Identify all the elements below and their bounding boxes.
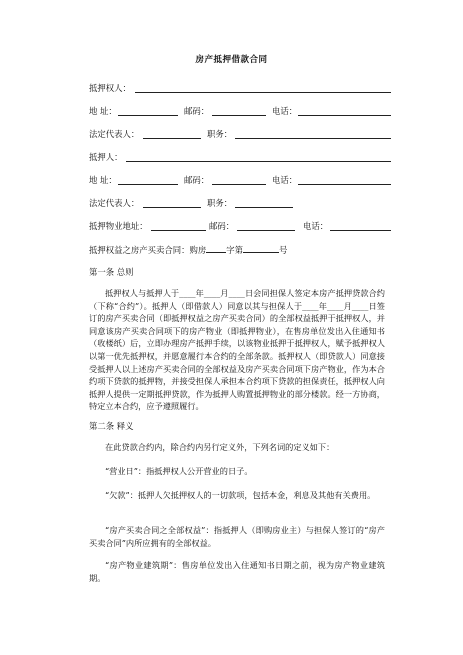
article1-text: 抵押权人与抵押人于____年____月____日会同担保人签定本房产抵押贷款合约（下称“合约”）。抵押人（即借款人）同意以其与担保人于____年____月____日签订的房产买卖合同（即抵押权益之房产买卖合同）的全部权益抵押于抵押权人，并同意该房产买卖合同项下的房产物业（即抵押物业），在售房单位发出入住通知书（收楼纸）后，立即办理房产抵押手续，以该物业抵押于抵押权人，赋予抵押权人以第一优先抵押权，并愿意履行本合约的全部条款。抵押权人（即贷款人）同意接受抵押人以上述房产买卖合同的全部权益及房产买卖合同项下房产物业，作为本合约项下贷款的抵押物，并接受担保人承担本合约项下贷款的担保责任，抵押权人向抵押人提供一定期抵押贷款，作为抵押人购置抵押物业的部分楼款。经一方协商，特定立本合约，应予遵照履行。 [89,288,385,412]
address-blank [118,106,178,116]
sale-contract-suffix: 号 [279,245,288,255]
phone-label: 电话： [272,106,298,116]
postcode-blank [212,106,266,116]
mortgagee-blank [135,83,391,93]
mortgagor-blank [126,152,391,162]
article1-title: 第一条 总则 [89,267,134,277]
legal-rep2-label: 法定代表人： [89,198,140,208]
sale-contract-row [89,243,287,256]
phone2-label: 电话： [272,175,298,185]
position2-label: 职务： [207,198,233,208]
phone3-blank [330,221,391,231]
address2-blank [118,175,178,185]
phone-blank [298,106,391,116]
legal-rep-blank [143,129,201,139]
definition-sale-contract-rights: “房产买卖合同之全部权益”：指抵押人（即购房业主）与担保人签订的“房产买卖合同”内所应拥有的全部权益。 [89,525,385,548]
sale-contract-blank-2 [243,243,279,253]
postcode3-label: 邮码： [209,221,235,231]
mortgagee-row [89,82,131,94]
definition-debt: “欠款”：抵押人欠抵押权人的一切款项，包括本金，利息及其他有关费用。 [105,490,376,500]
mortgagor-label: 抵押人： [89,152,123,162]
document-title: 房产抵押借款合同 [195,55,268,65]
phone2-blank [298,175,391,185]
definition-business-day: “营业日”：指抵押权人公开营业的日子。 [105,466,253,476]
legal-rep2-blank [143,198,201,208]
sale-contract-prefix: 抵押权益之房产买卖合同：购房 [89,245,207,255]
phone3-label: 电话： [303,221,329,231]
position2-blank [235,198,293,208]
postcode2-label: 邮码： [184,175,210,185]
postcode3-blank [237,221,295,231]
postcode-label: 邮码： [184,106,210,116]
mortgagee-label: 抵押权人： [89,83,131,93]
property-address-blank [151,221,206,231]
legal-rep-label: 法定代表人： [89,129,140,139]
position-blank [235,129,391,139]
sale-contract-blank-1 [206,243,226,253]
position-label: 职务： [207,129,233,139]
definition-construction-period: “房产物业建筑期”：售房单位发出入住通知书日期之前，视为房产物业建筑期。 [89,560,385,583]
address-label: 地 址： [89,106,117,116]
article2-title: 第二条 释义 [89,421,134,431]
postcode2-blank [212,175,266,185]
article2-intro: 在此贷款合约内，除合约内另行定义外，下列名词的定义如下： [105,442,335,452]
address2-label: 地 址： [89,175,117,185]
property-address-label: 抵押物业地址： [89,221,148,231]
sale-contract-mid: 字第 [226,245,243,255]
address-row [89,105,117,117]
